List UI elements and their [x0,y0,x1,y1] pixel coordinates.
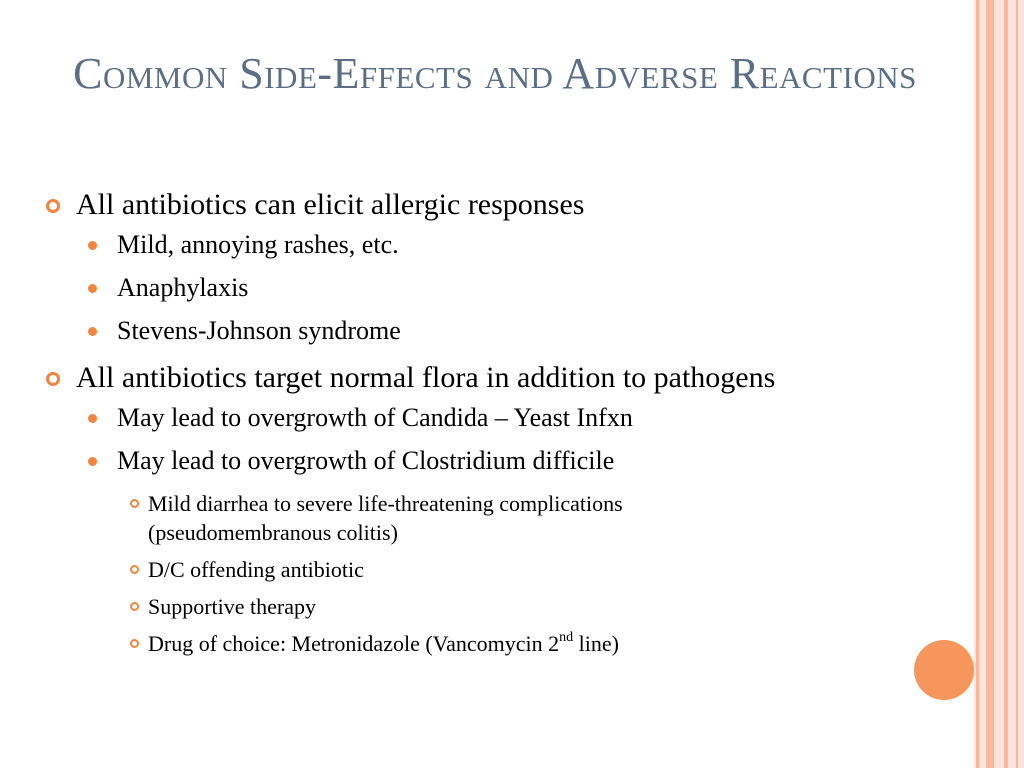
bullet-text: All antibiotics can elicit allergic responses [76,188,585,221]
slide-title: Common Side-Effects and Adverse Reactions [73,49,917,98]
bullet-text: Stevens-Johnson syndrome [117,316,401,345]
dot-bullet-icon [88,284,97,293]
bullet-text: May lead to overgrowth of Candida – Yeast Infxn [117,403,633,432]
bullet-level-3 [130,592,808,621]
decorative-stripes [974,0,1024,768]
ring-bullet-icon [46,199,60,213]
slide-body [46,186,906,666]
stripe-line [1016,0,1018,768]
dot-bullet-icon [88,327,97,336]
decorative-circle [914,640,974,700]
bullet-text: May lead to overgrowth of Clostridium difficile [117,446,615,475]
small-ring-bullet-icon [130,602,139,611]
stripe-line [986,0,994,768]
bullet-level-2 [88,403,906,433]
superscript: nd [559,629,574,645]
small-ring-bullet-icon [130,499,139,508]
bullet-level-3 [130,489,808,547]
bullet-text-prefix: Drug of choice: Metronidazole (Vancomycin 2 [148,631,560,656]
ring-bullet-icon [46,372,60,386]
bullet-text: Anaphylaxis [117,273,249,302]
bullet-level-1 [46,359,906,397]
stripe-line [1004,0,1008,768]
bullet-text: Mild diarrhea to severe life-threatening complications (pseudomembranous colitis) [148,491,623,545]
small-ring-bullet-icon [130,639,139,648]
bullet-level-2 [88,316,906,346]
stripe-line [976,0,979,768]
bullet-level-2 [88,446,906,476]
dot-bullet-icon [88,414,97,423]
small-ring-bullet-icon [130,565,139,574]
bullet-text: All antibiotics target normal flora in addition to pathogens [76,361,776,394]
dot-bullet-icon [88,241,97,250]
bullet-text: Mild, annoying rashes, etc. [117,230,399,259]
bullet-level-2 [88,230,906,260]
bullet-level-2 [88,273,906,303]
bullet-text: D/C offending antibiotic [148,557,364,582]
bullet-level-1 [46,186,906,224]
bullet-text: Supportive therapy [148,594,317,619]
bullet-level-3 [130,629,808,658]
dot-bullet-icon [88,457,97,466]
bullet-text-suffix: line) [573,631,619,656]
bullet-level-3 [130,555,808,584]
